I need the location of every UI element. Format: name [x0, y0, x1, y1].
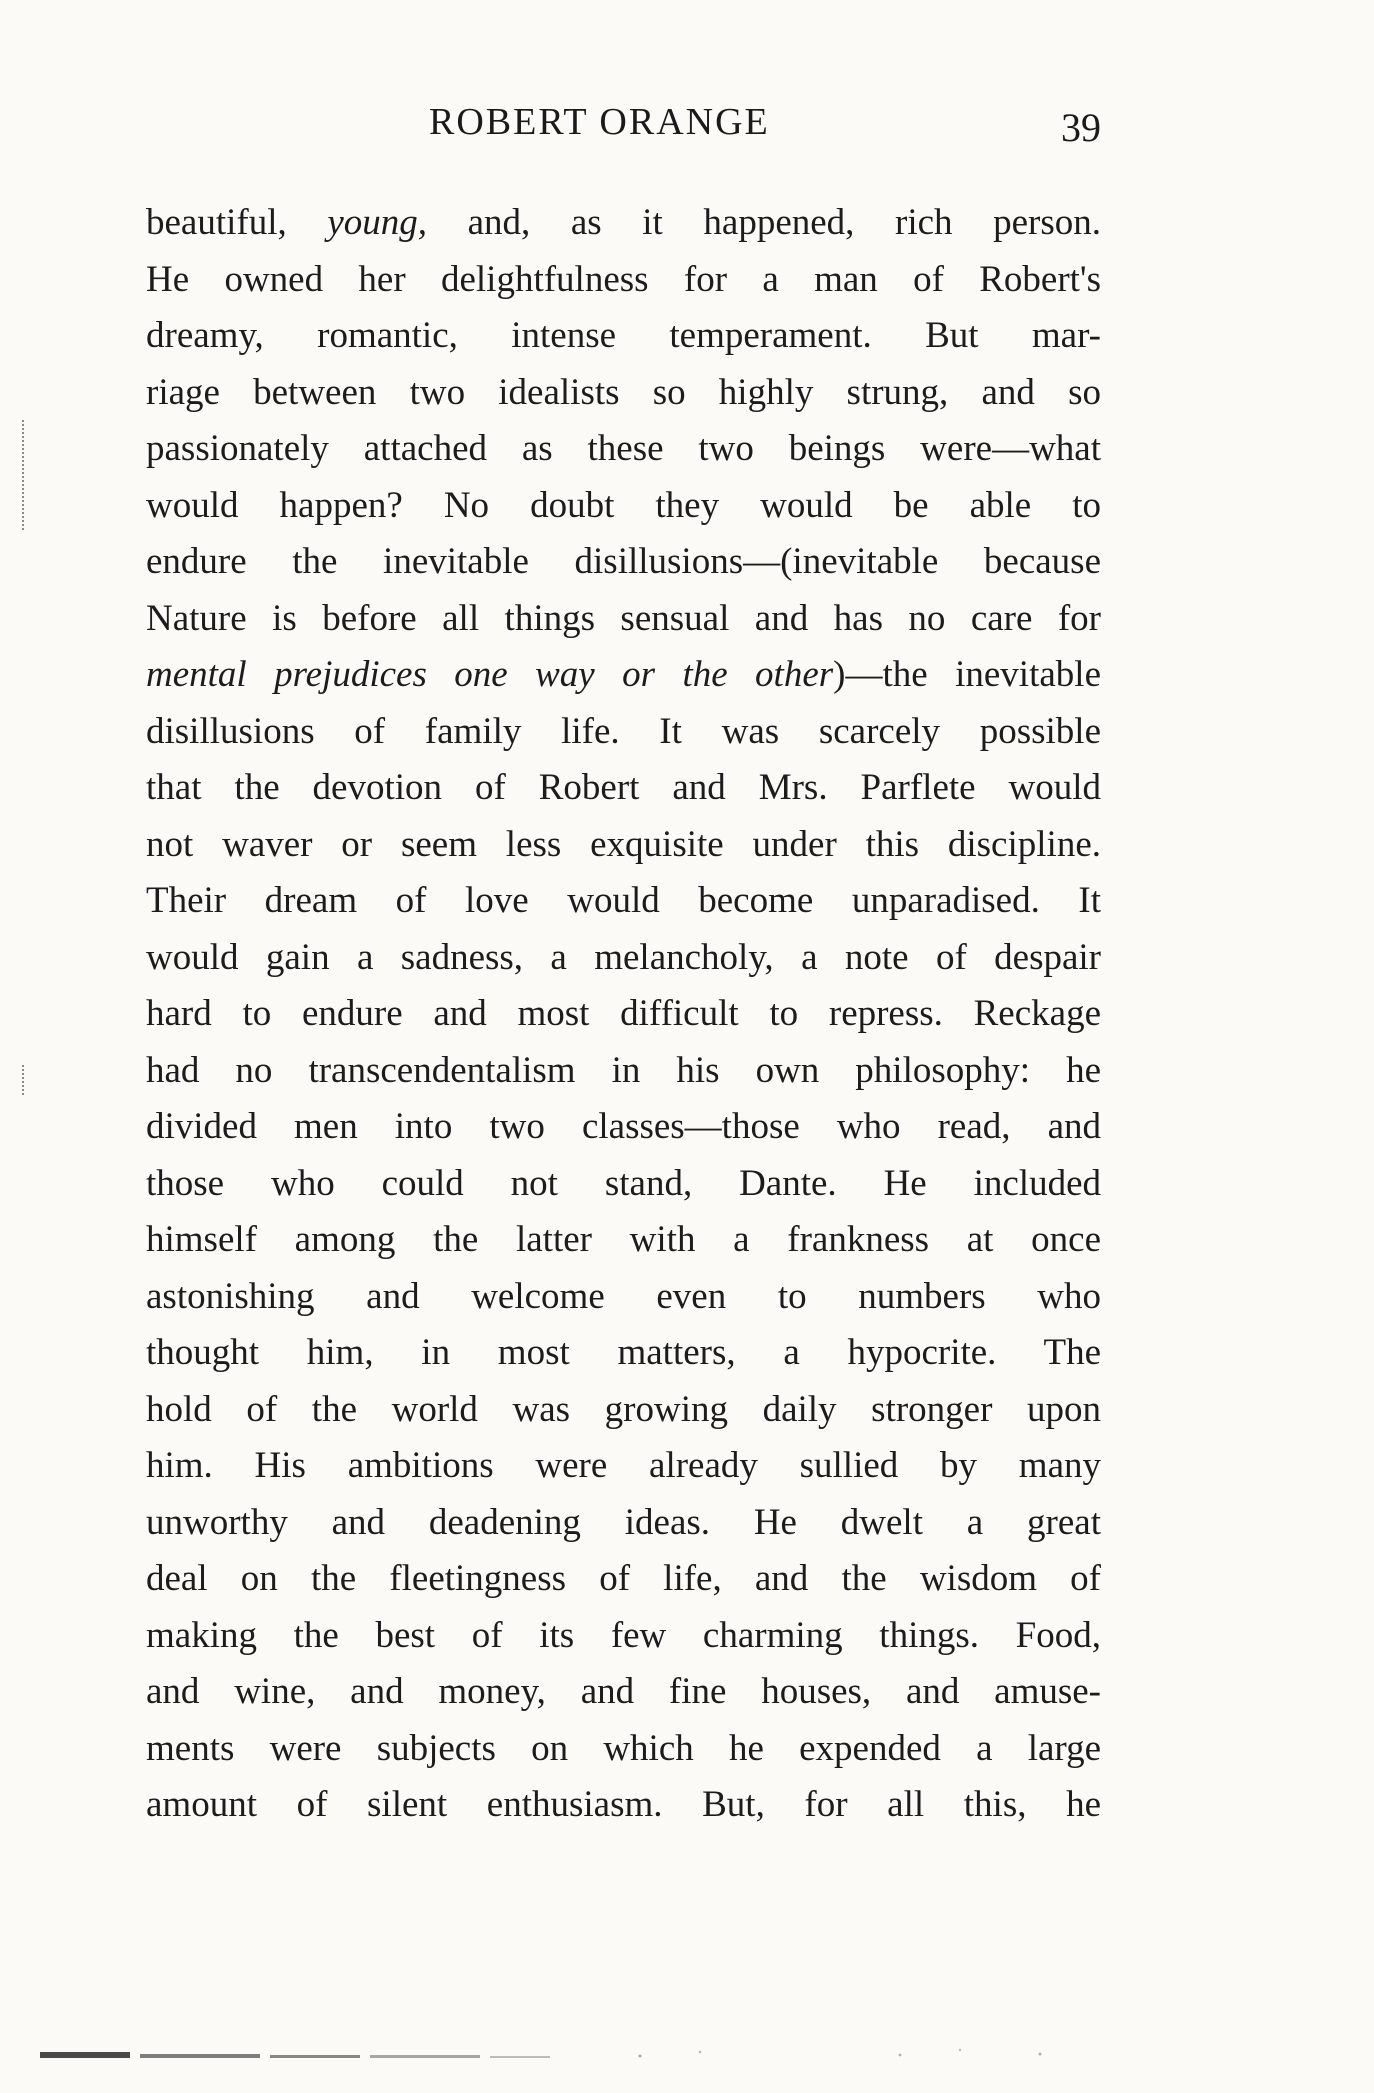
text-line-segment: making the best of its few charming things. Food, — [146, 1614, 1101, 1656]
text-line-segment: that the devotion of Robert and Mrs. Parflete would — [146, 767, 1101, 808]
text-line-segment: Nature is before all things sensual and has no care for — [146, 597, 1101, 639]
page-header — [146, 100, 1101, 160]
text-line-segment: those who could not stand, Dante. He included — [146, 1162, 1101, 1204]
text-line-italic: young, — [327, 202, 428, 243]
text-line — [146, 195, 1101, 252]
text-line — [146, 930, 1101, 987]
text-line-segment: )—the inevitable — [833, 654, 1101, 695]
text-line — [146, 1382, 1101, 1439]
text-line — [146, 1438, 1101, 1495]
text-line — [146, 647, 1101, 704]
text-line-segment: passionately attached as these two beings were—what — [146, 428, 1101, 469]
text-line-segment: thought him, in most matters, a hypocrite. The — [146, 1332, 1101, 1373]
text-line-segment: ments were subjects on which he expended a large — [146, 1727, 1101, 1769]
text-line-segment: riage between two idealists so highly strung, and so — [146, 371, 1101, 413]
text-line — [146, 1608, 1101, 1665]
text-line — [146, 308, 1101, 365]
text-line — [146, 817, 1101, 874]
text-line-segment: not waver or seem less exquisite under this discipline. — [146, 823, 1101, 865]
text-line-segment: disillusions of family life. It was scarcely possible — [146, 710, 1101, 752]
text-line — [146, 534, 1101, 591]
text-line — [146, 421, 1101, 478]
text-line-segment: and, as it happened, rich person. — [427, 202, 1101, 243]
text-line — [146, 478, 1101, 535]
margin-scan-mark — [22, 1065, 30, 1095]
text-line-segment: He owned her delightfulness for a man of Robert's — [146, 258, 1101, 300]
bottom-scan-smudge — [0, 2030, 1374, 2070]
text-line — [146, 1156, 1101, 1213]
text-line — [146, 1664, 1101, 1721]
text-line-segment: had no transcendentalism in his own philosophy: he — [146, 1049, 1101, 1091]
text-line-segment: hold of the world was growing daily stronger upon — [146, 1388, 1101, 1430]
text-line — [146, 1043, 1101, 1100]
text-line — [146, 591, 1101, 648]
text-line — [146, 704, 1101, 761]
page-number: 39 — [1061, 105, 1101, 150]
text-line-segment: beautiful, — [146, 202, 328, 243]
running-title: ROBERT ORANGE — [429, 101, 770, 143]
text-line — [146, 1551, 1101, 1608]
text-line-segment: hard to endure and most difficult to repress. Reckage — [146, 993, 1101, 1034]
text-line-segment: endure the inevitable disillusions—(inevitable because — [146, 541, 1101, 582]
text-line — [146, 1721, 1101, 1778]
text-line-segment: himself among the latter with a frankness at once — [146, 1219, 1101, 1260]
text-line — [146, 1325, 1101, 1382]
text-line — [146, 760, 1101, 817]
text-line-segment: divided men into two classes—those who read, and — [146, 1106, 1101, 1147]
text-line — [146, 1099, 1101, 1156]
text-line — [146, 1269, 1101, 1326]
margin-scan-mark — [22, 420, 30, 530]
text-line-segment: unworthy and deadening ideas. He dwelt a great — [146, 1501, 1101, 1543]
text-line-segment: would gain a sadness, a melancholy, a note of despair — [146, 936, 1101, 978]
text-line-segment: and wine, and money, and fine houses, and amuse- — [146, 1671, 1101, 1712]
text-line — [146, 1495, 1101, 1552]
text-line-segment: Their dream of love would become unparadised. It — [146, 880, 1101, 921]
text-line — [146, 252, 1101, 309]
text-line-segment: astonishing and welcome even to numbers who — [146, 1275, 1101, 1317]
text-line — [146, 1212, 1101, 1269]
text-line-segment: amount of silent enthusiasm. But, for all this, he — [146, 1784, 1101, 1825]
text-line — [146, 986, 1101, 1043]
text-line-segment: deal on the fleetingness of life, and the wisdom of — [146, 1558, 1101, 1599]
text-line — [146, 365, 1101, 422]
text-line-segment: him. His ambitions were already sullied by many — [146, 1445, 1101, 1486]
body-text — [146, 195, 1101, 1834]
text-line-italic: mental prejudices one way or the other — [146, 654, 834, 695]
text-line-segment: dreamy, romantic, intense temperament. But mar- — [146, 315, 1101, 356]
text-line-segment: would happen? No doubt they would be able to — [146, 484, 1101, 526]
text-line — [146, 1777, 1101, 1834]
text-line — [146, 873, 1101, 930]
